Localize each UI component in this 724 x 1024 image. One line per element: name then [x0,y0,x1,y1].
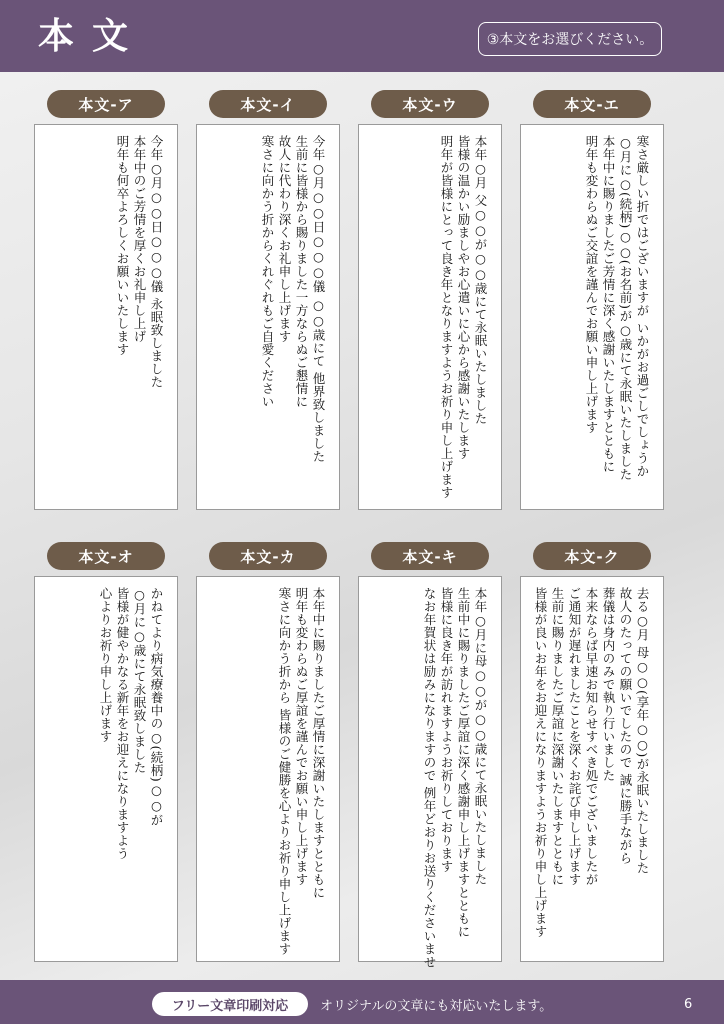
text-panel [196,124,340,510]
text-panel [34,124,178,510]
text-panel [196,576,340,962]
text-panel [520,124,664,510]
option-label: 本文-ク [533,542,651,570]
option-body-text: 本年○月に母○○が○○歳にて永眠いたしました 生前中に賜りましたご厚誼に深く感謝申し上げますとともに 皆様に良き年が訪れますようお祈りしております なお年賀状は励みになりますので 例年どおりお送りくださいませ [422,587,488,969]
option-body-text: 今年○月○○日○○○儀 永眠致しました 本年中のご芳情を厚くお礼申し上げ 明年も何卒よろしくお願いいたします [115,135,164,389]
page-title: 本文 [38,15,147,57]
text-panel [34,576,178,962]
option-body-text: 去る○月 母○○(享年○○)が永眠いたしました 故人のたっての願いでしたので 誠に勝手ながら 葬儀は身内のみで執り行いました 本来ならば早速お知らせすべき処でございましたが ご通知が遅れましたことを深くお詫び申し上げます 生前に賜りましたご厚誼に深謝いたしますとともに 皆様が良いお年をお迎えになりますようお祈り申し上げます [533,587,650,938]
text-panel [358,576,502,969]
option-label: 本文-カ [209,542,327,570]
page-number: 6 [684,996,693,1012]
text-panel [520,576,664,962]
instruction-box: ③本文をお選びください。 [478,22,662,56]
footer-note: オリジナルの文章にも対応いたします。 [320,998,553,1014]
option-body-text: 寒さ厳しい折ではございますが いかがお過ごしでしょうか ○月に○(続柄)○○(お名前)が○歳にて永眠いたしました 本年中に賜りましたご芳情に深く感謝いたしますとともに 明年も変わらぬご交誼を謹んでお願い申し上げます [584,135,650,482]
option-label: 本文-エ [533,90,651,118]
option-body-text: 本年中に賜りましたご厚情に深謝いたしますとともに 明年も変わらぬご厚誼を謹んでお願い申し上げます 寒さに向かう折から 皆様のご健勝を心よりお祈り申し上げます [277,587,326,956]
option-label: 本文-オ [47,542,165,570]
option-label: 本文-ウ [371,90,489,118]
option-label: 本文-イ [209,90,327,118]
option-body-text: 本年○月 父○○が○○歳にて永眠いたしました 皆様の温かい励ましやお心遣いに心から感謝いたします 明年が皆様にとって良き年となりますようお祈り申し上げます [439,135,488,499]
option-body-text: 今年○月○○日○○○儀 ○○歳にて 他界致しました 生前に皆様から賜りました一方ならぬご懇情に 故人に代わり深くお礼申し上げます 寒さに向かう折からくれぐれもご自愛ください [260,135,326,463]
option-label: 本文-キ [371,542,489,570]
text-panel [358,124,502,510]
option-body-text: かねてより病気療養中の○(続柄)○○が ○月に○歳にて永眠致しました 皆様が健やかなる新年をお迎えになりますよう 心よりお祈り申し上げます [98,587,164,860]
free-text-badge: フリー文章印刷対応 [152,992,308,1016]
option-label: 本文-ア [47,90,165,118]
